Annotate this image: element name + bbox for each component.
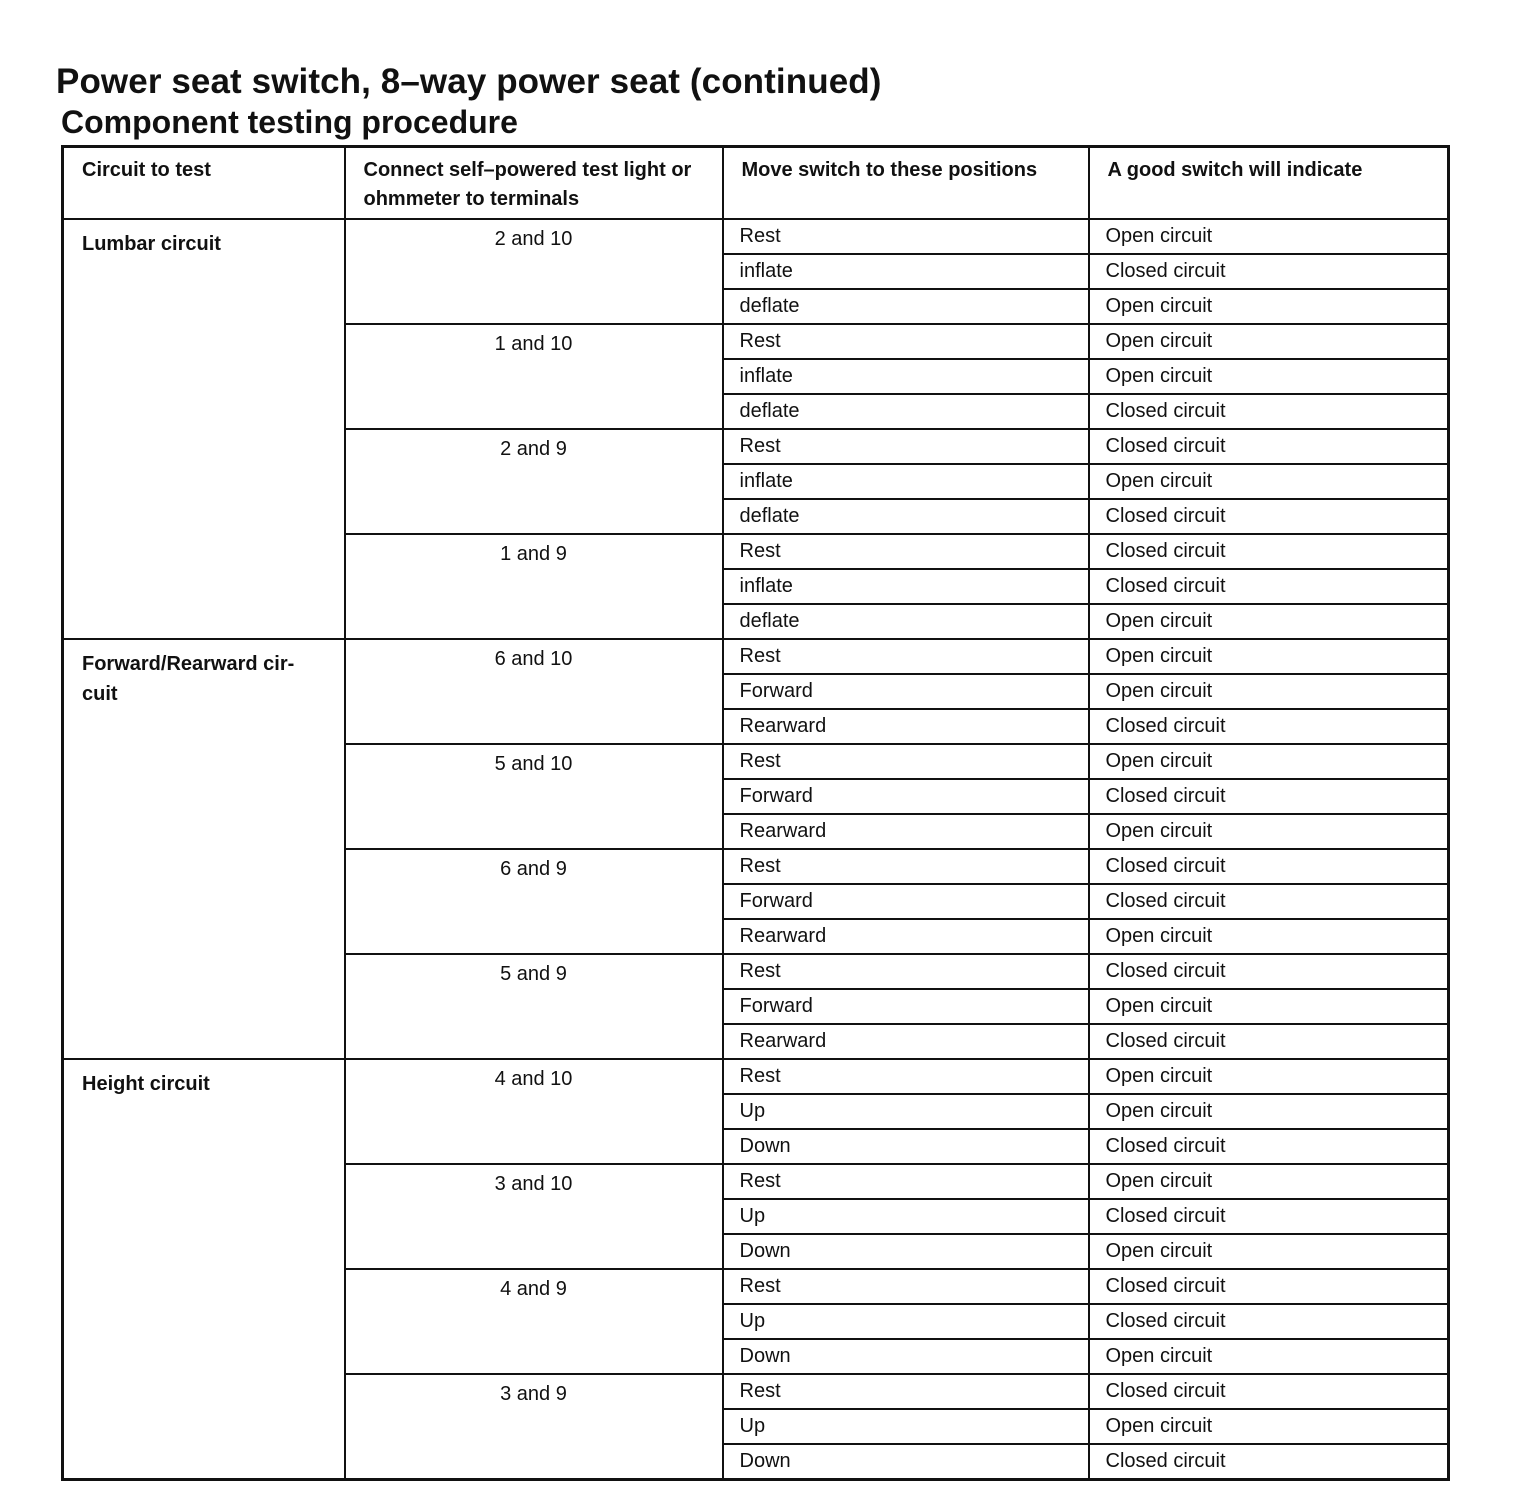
terminals-cell: 1 and 9 (345, 534, 723, 639)
terminals-cell: 3 and 10 (345, 1164, 723, 1269)
indication-cell: Closed circuit (1089, 429, 1449, 464)
switch-position-cell: Rearward (723, 919, 1089, 954)
switch-position-cell: Forward (723, 779, 1089, 814)
indication-cell: Open circuit (1089, 359, 1449, 394)
circuit-name-cell: Lumbar circuit (63, 219, 345, 639)
indication-cell: Closed circuit (1089, 1444, 1449, 1480)
switch-position-cell: Rest (723, 744, 1089, 779)
switch-position-cell: Down (723, 1129, 1089, 1164)
switch-position-cell: Up (723, 1304, 1089, 1339)
switch-position-cell: deflate (723, 289, 1089, 324)
terminals-cell: 5 and 10 (345, 744, 723, 849)
switch-position-cell: Forward (723, 884, 1089, 919)
header-good-switch-indication: A good switch will indicate (1089, 147, 1449, 219)
switch-position-cell: Forward (723, 674, 1089, 709)
switch-position-cell: Rest (723, 1374, 1089, 1409)
switch-position-cell: Rearward (723, 1024, 1089, 1059)
indication-cell: Open circuit (1089, 324, 1449, 359)
indication-cell: Closed circuit (1089, 254, 1449, 289)
indication-cell: Open circuit (1089, 674, 1449, 709)
switch-position-cell: Rest (723, 954, 1089, 989)
indication-cell: Closed circuit (1089, 1304, 1449, 1339)
switch-position-cell: Rest (723, 639, 1089, 674)
indication-cell: Closed circuit (1089, 1129, 1449, 1164)
switch-position-cell: deflate (723, 604, 1089, 639)
switch-position-cell: Up (723, 1199, 1089, 1234)
terminals-cell: 6 and 9 (345, 849, 723, 954)
terminals-cell: 2 and 9 (345, 429, 723, 534)
switch-position-cell: Down (723, 1444, 1089, 1480)
indication-cell: Open circuit (1089, 1164, 1449, 1199)
switch-position-cell: Rest (723, 1059, 1089, 1094)
switch-position-cell: Rest (723, 219, 1089, 254)
switch-position-cell: Rearward (723, 709, 1089, 744)
switch-position-cell: Rest (723, 849, 1089, 884)
indication-cell: Closed circuit (1089, 1269, 1449, 1304)
indication-cell: Open circuit (1089, 744, 1449, 779)
indication-cell: Open circuit (1089, 1409, 1449, 1444)
indication-cell: Open circuit (1089, 604, 1449, 639)
switch-position-cell: Rest (723, 1164, 1089, 1199)
table-row (63, 219, 1449, 254)
switch-position-cell: Rest (723, 429, 1089, 464)
header-circuit-to-test: Circuit to test (63, 147, 345, 219)
indication-cell: Open circuit (1089, 639, 1449, 674)
table-header-row (63, 147, 1449, 219)
switch-position-cell: inflate (723, 569, 1089, 604)
indication-cell: Open circuit (1089, 464, 1449, 499)
switch-position-cell: inflate (723, 359, 1089, 394)
indication-cell: Closed circuit (1089, 884, 1449, 919)
switch-position-cell: Rest (723, 324, 1089, 359)
header-switch-positions: Move switch to these positions (723, 147, 1089, 219)
terminals-cell: 5 and 9 (345, 954, 723, 1059)
circuit-name-cell: Forward/Rearward cir- cuit (63, 639, 345, 1059)
switch-position-cell: inflate (723, 464, 1089, 499)
indication-cell: Closed circuit (1089, 499, 1449, 534)
terminals-cell: 3 and 9 (345, 1374, 723, 1480)
indication-cell: Open circuit (1089, 219, 1449, 254)
indication-cell: Open circuit (1089, 989, 1449, 1024)
indication-cell: Open circuit (1089, 1059, 1449, 1094)
switch-position-cell: deflate (723, 394, 1089, 429)
indication-cell: Open circuit (1089, 814, 1449, 849)
switch-position-cell: Rest (723, 534, 1089, 569)
indication-cell: Open circuit (1089, 1234, 1449, 1269)
table-row (63, 1059, 1449, 1094)
table-row (63, 639, 1449, 674)
switch-position-cell: deflate (723, 499, 1089, 534)
terminals-cell: 2 and 10 (345, 219, 723, 324)
indication-cell: Closed circuit (1089, 569, 1449, 604)
circuit-name-cell: Height circuit (63, 1059, 345, 1480)
switch-position-cell: Rest (723, 1269, 1089, 1304)
terminals-cell: 1 and 10 (345, 324, 723, 429)
switch-position-cell: Down (723, 1234, 1089, 1269)
indication-cell: Closed circuit (1089, 954, 1449, 989)
indication-cell: Open circuit (1089, 289, 1449, 324)
indication-cell: Closed circuit (1089, 779, 1449, 814)
switch-position-cell: Rearward (723, 814, 1089, 849)
terminals-cell: 4 and 9 (345, 1269, 723, 1374)
indication-cell: Closed circuit (1089, 709, 1449, 744)
switch-position-cell: Up (723, 1409, 1089, 1444)
switch-position-cell: Forward (723, 989, 1089, 1024)
indication-cell: Closed circuit (1089, 1199, 1449, 1234)
page-title: Power seat switch, 8–way power seat (continued) (56, 62, 882, 101)
switch-position-cell: Up (723, 1094, 1089, 1129)
table-body (63, 219, 1449, 1480)
indication-cell: Open circuit (1089, 919, 1449, 954)
switch-position-cell: inflate (723, 254, 1089, 289)
indication-cell: Closed circuit (1089, 1374, 1449, 1409)
indication-cell: Closed circuit (1089, 534, 1449, 569)
indication-cell: Closed circuit (1089, 394, 1449, 429)
terminals-cell: 4 and 10 (345, 1059, 723, 1164)
switch-position-cell: Down (723, 1339, 1089, 1374)
indication-cell: Closed circuit (1089, 849, 1449, 884)
header-terminals: Connect self–powered test light or ohmmeter to terminals (345, 147, 723, 219)
page-subtitle: Component testing procedure (61, 104, 518, 140)
indication-cell: Open circuit (1089, 1094, 1449, 1129)
indication-cell: Closed circuit (1089, 1024, 1449, 1059)
indication-cell: Open circuit (1089, 1339, 1449, 1374)
component-testing-table (61, 145, 1450, 1481)
terminals-cell: 6 and 10 (345, 639, 723, 744)
